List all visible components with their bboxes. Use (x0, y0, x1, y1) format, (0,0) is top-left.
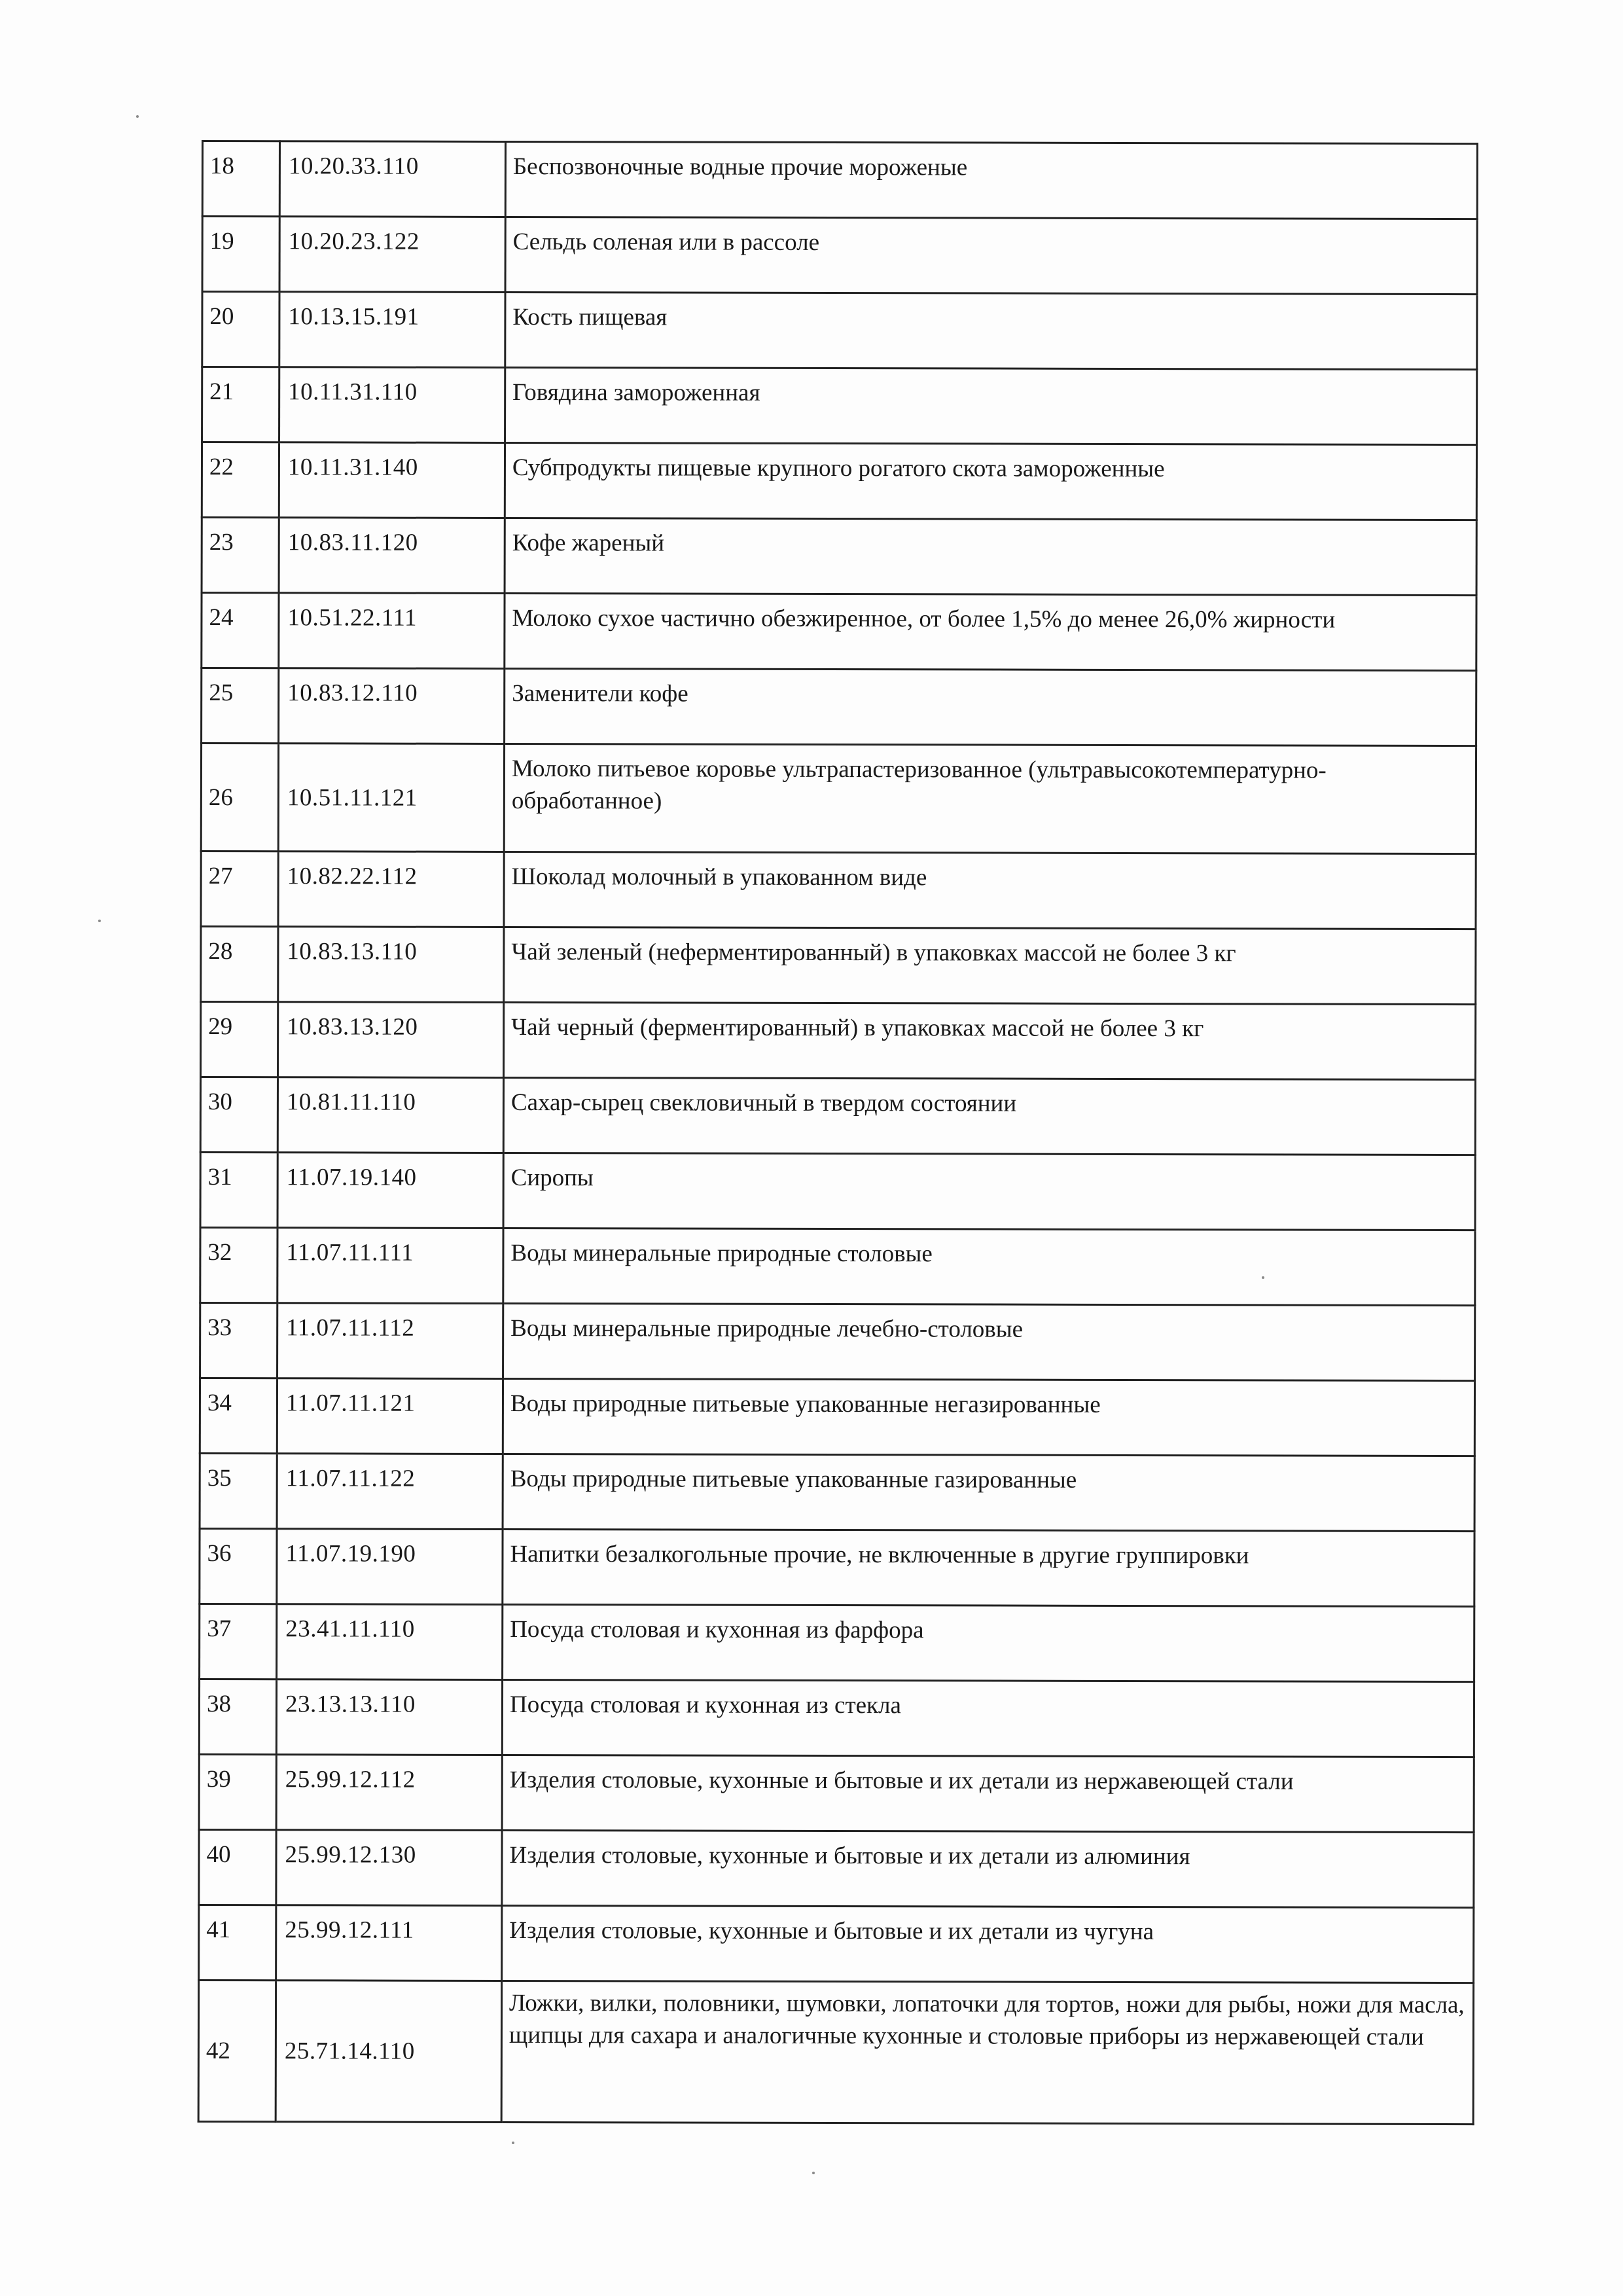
row-number: 20 (202, 292, 279, 367)
product-code: 11.07.11.111 (277, 1228, 503, 1304)
row-number: 29 (201, 1002, 278, 1077)
product-code: 10.13.15.191 (279, 292, 505, 368)
row-number: 41 (199, 1905, 276, 1980)
table-row (202, 292, 1477, 370)
row-number: 30 (200, 1077, 277, 1153)
scan-speck (136, 115, 139, 118)
row-number: 22 (202, 442, 279, 518)
row-number: 39 (199, 1754, 276, 1829)
product-code: 10.51.22.111 (279, 593, 505, 669)
table-row (200, 1077, 1475, 1155)
table-row (202, 593, 1476, 671)
row-number: 19 (202, 217, 279, 292)
row-number: 21 (202, 367, 279, 442)
table-row (202, 367, 1477, 445)
product-name: Говядина замороженная (505, 367, 1477, 444)
product-code: 25.99.12.130 (276, 1830, 502, 1906)
product-code: 11.07.11.122 (277, 1454, 503, 1530)
row-number: 31 (200, 1152, 277, 1227)
product-name: Кофе жареный (505, 518, 1476, 595)
table-body (198, 141, 1477, 2125)
table-row (200, 1227, 1475, 1305)
product-code: 10.82.22.112 (278, 852, 504, 927)
row-number: 18 (202, 141, 279, 217)
row-number: 34 (200, 1378, 277, 1453)
table-row (199, 1905, 1474, 1982)
row-number: 26 (201, 744, 278, 852)
table-row (200, 1152, 1475, 1230)
product-code: 11.07.11.112 (277, 1303, 503, 1379)
product-name: Молоко питьевое коровье ультрапастеризованное (ультравысокотемпературно-обработанное) (504, 744, 1476, 853)
product-name: Напитки безалкогольные прочие, не включенные в другие группировки (503, 1529, 1474, 1606)
row-number: 36 (200, 1528, 277, 1604)
product-code: 10.20.23.122 (279, 217, 505, 293)
product-code: 10.11.31.140 (279, 442, 505, 518)
scan-speck (98, 920, 101, 922)
product-name: Изделия столовые, кухонные и бытовые и их детали из нержавеющей стали (502, 1755, 1474, 1832)
table-row (202, 518, 1476, 596)
product-code: 11.07.19.190 (277, 1529, 503, 1605)
product-code: 23.41.11.110 (277, 1604, 503, 1680)
row-number: 28 (201, 927, 278, 1002)
product-name: Изделия столовые, кухонные и бытовые и их детали из алюминия (502, 1830, 1474, 1907)
scan-speck (1262, 1276, 1264, 1279)
product-name: Сиропы (503, 1153, 1475, 1230)
product-name: Шоколад молочный в упакованном виде (504, 852, 1476, 929)
product-name: Молоко сухое частично обезжиренное, от более 1,5% до менее 26,0% жирности (505, 593, 1476, 670)
row-number: 37 (200, 1604, 277, 1679)
product-codes-table (198, 140, 1478, 2125)
table-row (198, 1980, 1473, 2124)
table-row (202, 217, 1477, 295)
product-name: Заменители кофе (505, 668, 1476, 745)
product-code: 10.83.12.110 (279, 668, 505, 744)
product-name: Воды минеральные природные лечебно-столовые (503, 1303, 1475, 1380)
table-row (201, 1002, 1476, 1080)
product-name: Кость пищевая (505, 292, 1477, 369)
row-number: 42 (198, 1980, 276, 2121)
product-name: Посуда столовая и кухонная из фарфора (503, 1604, 1474, 1681)
row-number: 38 (199, 1679, 276, 1754)
table-row (199, 1754, 1474, 1832)
row-number: 40 (199, 1829, 276, 1905)
table-row (201, 744, 1476, 854)
table-row (199, 1679, 1474, 1757)
row-number: 35 (200, 1453, 277, 1528)
product-code: 10.20.33.110 (279, 141, 505, 217)
product-name: Чай зеленый (неферментированный) в упаковках массой не более 3 кг (504, 927, 1476, 1004)
product-code: 10.11.31.110 (279, 367, 505, 443)
product-code: 25.99.12.111 (276, 1905, 502, 1981)
product-code: 10.83.13.110 (278, 927, 504, 1003)
product-code: 23.13.13.110 (276, 1679, 502, 1755)
row-number: 25 (202, 668, 279, 744)
row-number: 23 (202, 518, 279, 593)
product-code: 11.07.19.140 (277, 1153, 503, 1229)
product-name: Сельдь соленая или в рассоле (505, 217, 1477, 294)
product-name: Субпродукты пищевые крупного рогатого скота замороженные (505, 442, 1476, 520)
product-name: Ложки, вилки, половники, шумовки, лопаточки для тортов, ножи для рыбы, ножи для масла, щипцы для сахара и аналогичные кухонные и столовые приборы из нержавеющей стали (501, 1981, 1473, 2124)
scan-speck (512, 2142, 514, 2144)
row-number: 24 (202, 593, 279, 668)
product-name: Воды природные питьевые упакованные негазированные (503, 1378, 1474, 1456)
table-row (200, 1604, 1474, 1681)
product-name: Чай черный (ферментированный) в упаковках массой не более 3 кг (504, 1002, 1476, 1079)
product-name: Посуда столовая и кухонная из стекла (502, 1679, 1474, 1757)
table-row (200, 1378, 1474, 1456)
product-code: 10.83.13.120 (278, 1002, 504, 1078)
product-code: 25.99.12.112 (276, 1755, 502, 1831)
scan-speck (812, 2172, 815, 2174)
product-name: Воды минеральные природные столовые (503, 1228, 1475, 1305)
table-row (202, 141, 1477, 219)
row-number: 32 (200, 1227, 277, 1302)
product-code: 11.07.11.121 (277, 1378, 503, 1454)
table-row (202, 668, 1476, 746)
row-number: 27 (201, 852, 278, 927)
product-code: 10.81.11.110 (277, 1077, 503, 1153)
table-row (200, 1302, 1475, 1380)
table-row (199, 1829, 1474, 1907)
table-row (201, 927, 1476, 1005)
table-row (202, 442, 1476, 520)
table-row (200, 1453, 1474, 1531)
table-row (201, 852, 1476, 929)
product-name: Сахар-сырец свекловичный в твердом состоянии (503, 1077, 1475, 1155)
product-code: 10.83.11.120 (279, 518, 505, 594)
product-code: 25.71.14.110 (276, 1981, 501, 2123)
product-name: Воды природные питьевые упакованные газированные (503, 1454, 1474, 1531)
product-code: 10.51.11.121 (278, 744, 504, 852)
product-name: Изделия столовые, кухонные и бытовые и их детали из чугуна (502, 1905, 1474, 1982)
row-number: 33 (200, 1302, 277, 1378)
product-name: Беспозвоночные водные прочие мороженые (505, 141, 1477, 219)
table-row (200, 1528, 1474, 1606)
